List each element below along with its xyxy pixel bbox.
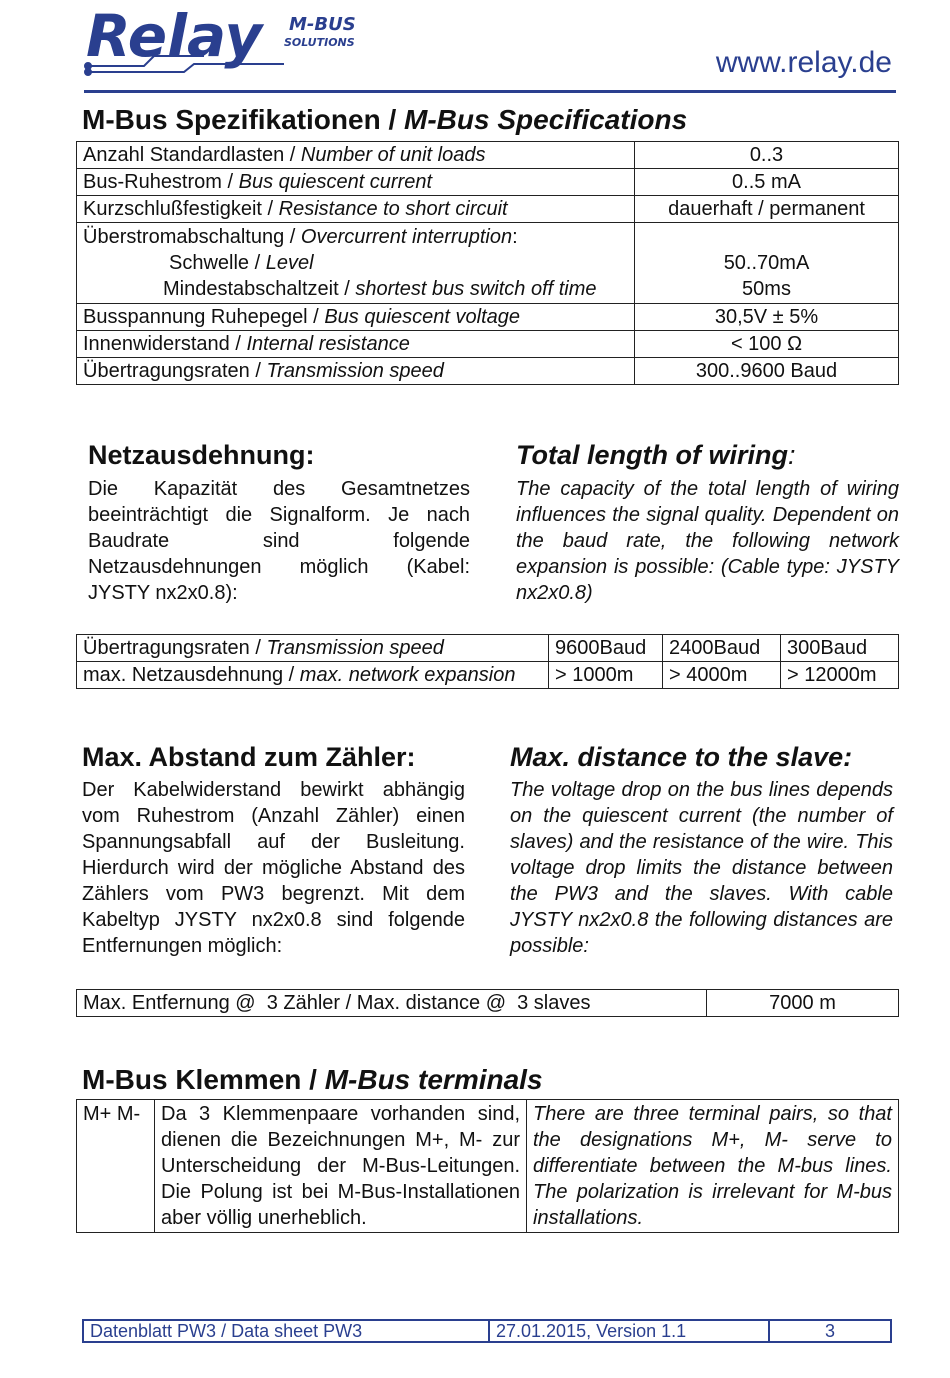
wiring-text-de: Die Kapazität des Gesamtnetzes beeinträchtigt die Signalform. Je nach Baudrate sind folgende Netzausdehnungen möglich (Kabel: JYSTY nx2x0.8): bbox=[88, 478, 470, 604]
logo-sub-solutions: SOLUTIONS bbox=[284, 36, 355, 49]
footer-page-number: 3 bbox=[824, 1321, 835, 1341]
spec-label-de: Anzahl Standardlasten / bbox=[83, 144, 301, 166]
overcurrent-colon: : bbox=[512, 226, 518, 248]
min-time-en: shortest bus switch off time bbox=[355, 278, 597, 300]
wiring-row-label bbox=[77, 662, 549, 689]
spec-label-de: Übertragungsraten / bbox=[83, 360, 267, 382]
spec-label-en: Number of unit loads bbox=[300, 144, 486, 166]
wiring-row-label bbox=[77, 635, 549, 662]
terminals-table bbox=[76, 1099, 899, 1233]
terminals-title bbox=[82, 1064, 543, 1096]
spec-label bbox=[77, 169, 635, 196]
min-time-value: 50ms bbox=[742, 278, 791, 300]
wiring-row-label-en: Transmission speed bbox=[266, 637, 444, 659]
spec-label bbox=[77, 223, 635, 304]
website-link[interactable]: www.relay.de bbox=[715, 46, 892, 79]
speed-cell: 9600Baud bbox=[549, 635, 663, 662]
wiring-heading-en-text: Total length of wiring bbox=[516, 440, 788, 470]
spec-value: 0..3 bbox=[635, 142, 899, 169]
spec-label-de: Innenwiderstand / bbox=[83, 333, 247, 355]
relay-logo bbox=[84, 6, 364, 78]
wiring-row-label-de: max. Netzausdehnung / bbox=[83, 664, 300, 686]
spec-value: 30,5V ± 5% bbox=[635, 304, 899, 331]
terminals-title-en: M-Bus terminals bbox=[324, 1064, 543, 1095]
distance-text-de: Der Kabelwiderstand bewirkt abhängig vom Ruhestrom (Anzahl Zähler) einen Spannungsabfall auf der Busleitung. Hierdurch wird der mögliche Abstand des Zählers vom PW3 begrenzt. Mit dem Kabeltyp JYSTY nx2x0.8 sind folgende Entfernungen möglich: bbox=[82, 779, 465, 957]
specs-title bbox=[82, 104, 687, 136]
spec-label-en: Bus quiescent voltage bbox=[324, 306, 520, 328]
spec-label-en: Resistance to short circuit bbox=[278, 198, 508, 220]
spec-label-de: Kurzschlußfestigkeit / bbox=[83, 198, 279, 220]
distance-text-en: The voltage drop on the bus lines depends on the quiescent current (the number of slaves) and the resistance of the wire. This voltage drop limits the distance between the PW3 and the slaves. With cable JYSTY nx2x0.8 the following distances are possible: bbox=[510, 779, 893, 957]
spec-label-en: Internal resistance bbox=[246, 333, 410, 355]
table-row bbox=[77, 662, 899, 689]
spec-label bbox=[77, 331, 635, 358]
overcurrent-de: Überstromabschaltung / bbox=[83, 226, 301, 248]
spec-label bbox=[77, 196, 635, 223]
footer-version: 27.01.2015, Version 1.1 bbox=[490, 1321, 770, 1341]
spec-value: dauerhaft / permanent bbox=[635, 196, 899, 223]
wiring-row-label-de: Übertragungsraten / bbox=[83, 637, 267, 659]
specs-title-en: M-Bus Specifications bbox=[404, 104, 688, 135]
table-row bbox=[77, 304, 899, 331]
spec-label bbox=[77, 358, 635, 385]
table-row bbox=[77, 358, 899, 385]
length-cell: > 12000m bbox=[781, 662, 899, 689]
terminals-title-de: M-Bus Klemmen / bbox=[82, 1064, 325, 1095]
table-row bbox=[77, 169, 899, 196]
page-footer bbox=[82, 1319, 892, 1343]
length-cell: > 4000m bbox=[663, 662, 781, 689]
min-time-de: Mindestabschaltzeit / bbox=[163, 278, 356, 300]
wiring-heading-en bbox=[516, 440, 795, 471]
spec-label-de: Busspannung Ruhepegel / bbox=[83, 306, 325, 328]
terminal-label: M+ M- bbox=[77, 1100, 155, 1233]
specs-title-de: M-Bus Spezifikationen / bbox=[82, 104, 405, 135]
specs-table bbox=[76, 141, 899, 385]
spec-label bbox=[77, 142, 635, 169]
logo-sub-mbus: M-BUS bbox=[289, 14, 356, 35]
level-value: 50..70mA bbox=[723, 252, 810, 274]
terminals-text-de: Da 3 Klemmenpaare vorhanden sind, dienen die Bezeichnungen M+, M- zur Unterscheidung der M-Bus-Leitungen. Die Polung ist bei M-Bus-Installationen aber völlig unerheblich. bbox=[155, 1100, 527, 1233]
distance-value: 7000 m bbox=[707, 990, 899, 1017]
spec-value: 0..5 mA bbox=[635, 169, 899, 196]
distance-heading-de: Max. Abstand zum Zähler: bbox=[82, 742, 416, 772]
wiring-text-en: The capacity of the total length of wiring influences the signal quality. Dependent on the baud rate, the following network expansion is possible: (Cable type: JYSTY nx2x0.8) bbox=[516, 478, 899, 604]
distance-label: Max. Entfernung @ 3 Zähler / Max. distance @ 3 slaves bbox=[77, 990, 707, 1017]
spec-label-en: Transmission speed bbox=[266, 360, 444, 382]
wiring-table bbox=[76, 634, 899, 689]
distance-table bbox=[76, 989, 899, 1017]
table-row bbox=[77, 196, 899, 223]
spec-label-en: Bus quiescent current bbox=[238, 171, 433, 193]
header-divider bbox=[84, 90, 896, 93]
footer-doc-title: Datenblatt PW3 / Data sheet PW3 bbox=[84, 1321, 490, 1341]
spec-value: 300..9600 Baud bbox=[635, 358, 899, 385]
table-row bbox=[77, 990, 899, 1017]
table-row bbox=[77, 1100, 899, 1233]
logo-text: Relay bbox=[86, 6, 263, 70]
table-row bbox=[77, 635, 899, 662]
wiring-heading-de: Netzausdehnung: bbox=[88, 440, 315, 470]
terminals-text-en: There are three terminal pairs, so that the designations M+, M- serve to differentiate between the M-bus lines. The polarization is irrelevant for M-bus installations. bbox=[527, 1100, 899, 1233]
distance-heading-en: Max. distance to the slave: bbox=[510, 742, 853, 772]
spec-value bbox=[635, 223, 899, 304]
wiring-heading-en-colon: : bbox=[787, 440, 796, 470]
level-de: Schwelle / bbox=[169, 252, 266, 274]
speed-cell: 2400Baud bbox=[663, 635, 781, 662]
table-row bbox=[77, 142, 899, 169]
level-en: Level bbox=[265, 252, 314, 274]
wiring-row-label-en: max. network expansion bbox=[299, 664, 516, 686]
spec-label-de: Bus-Ruhestrom / bbox=[83, 171, 239, 193]
table-row bbox=[77, 331, 899, 358]
spec-label bbox=[77, 304, 635, 331]
table-row bbox=[77, 223, 899, 304]
spec-value: < 100 Ω bbox=[635, 331, 899, 358]
speed-cell: 300Baud bbox=[781, 635, 899, 662]
overcurrent-en: Overcurrent interruption bbox=[300, 226, 513, 248]
length-cell: > 1000m bbox=[549, 662, 663, 689]
